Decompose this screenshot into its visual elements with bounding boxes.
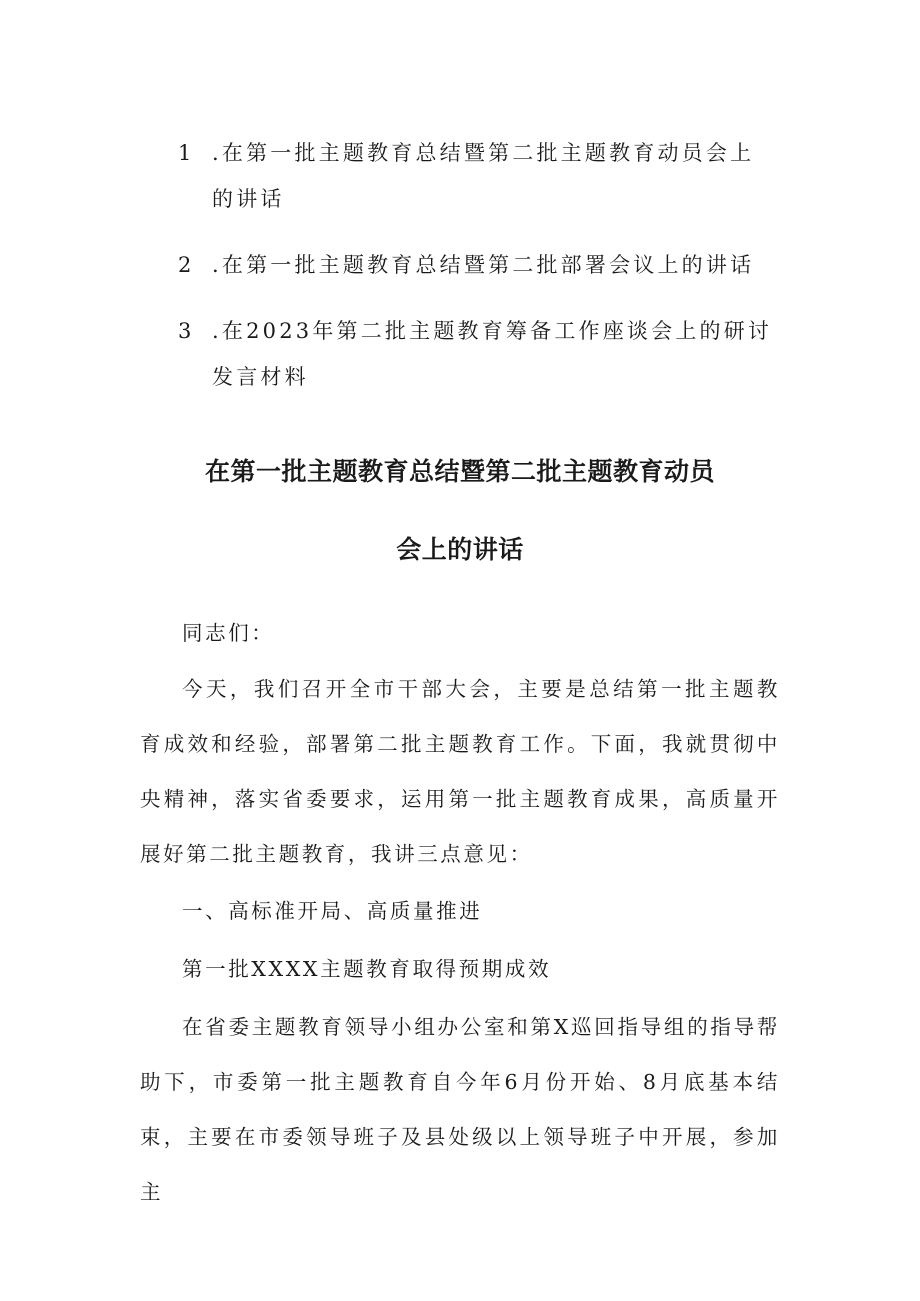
toc-item-2[interactable] [178, 242, 778, 288]
toc-item-text: .在第一批主题教育总结暨第二批部署会议上的讲话 [212, 253, 755, 277]
body-paragraph: 在省委主题教育领导小组办公室和第X巡回指导组的指导帮助下，市委第一批主题教育自今年6月份开始、8月底基本结束，主要在市委领导班子及县处级以上领导班子中开展，参加主 [140, 1015, 780, 1204]
toc-item-text: .在2023年第二批主题教育筹备工作座谈会上的研讨发言材料 [212, 319, 773, 389]
toc-item-3[interactable] [178, 308, 778, 400]
document-title-line-2: 会上的讲话 [396, 535, 524, 564]
section-heading: 一、高标准开局、高质量推进 [182, 899, 483, 923]
toc-item-number: 1 [178, 141, 192, 165]
document-title-line-1: 在第一批主题教育总结暨第二批主题教育动员 [204, 457, 715, 486]
toc-item-text: .在第一批主题教育总结暨第二批主题教育动员会上的讲话 [212, 141, 755, 211]
sub-heading: 第一批XXXX主题教育取得预期成效 [182, 957, 552, 981]
toc-item-1[interactable] [178, 130, 778, 222]
document-body [140, 606, 780, 1222]
toc-item-number: 3 [178, 319, 192, 343]
salutation: 同志们： [182, 621, 275, 645]
toc-item-number: 2 [178, 253, 192, 277]
table-of-contents [178, 130, 778, 420]
intro-paragraph: 今天，我们召开全市干部大会，主要是总结第一批主题教育成效和经验，部署第二批主题教育工作。下面，我就贯彻中央精神，落实省委要求，运用第一批主题教育成果，高质量开展好第二批主题教育，我讲三点意见： [140, 677, 780, 866]
